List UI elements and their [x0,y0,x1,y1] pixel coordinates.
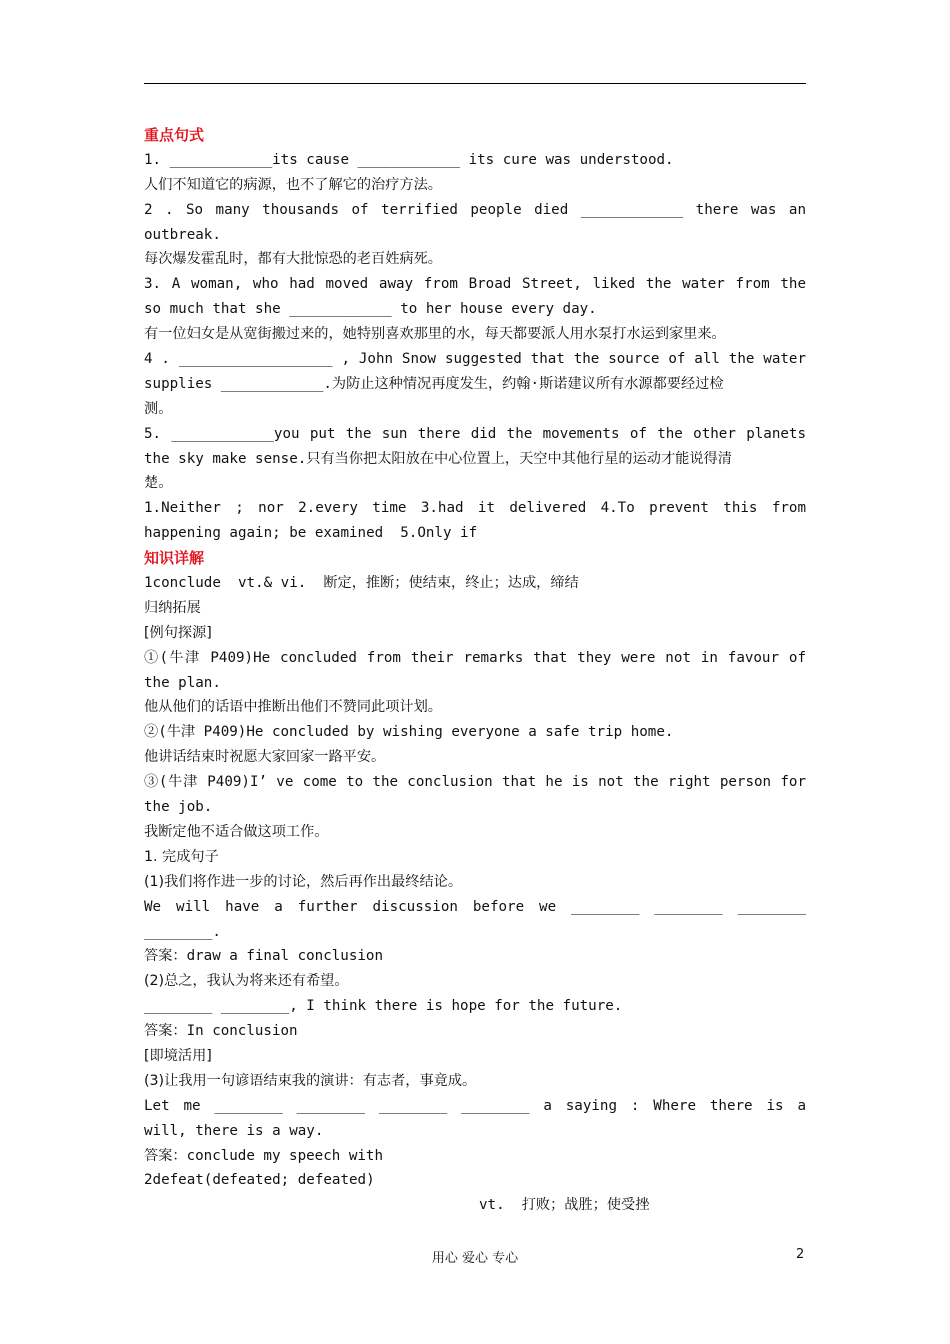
task-1-answer: 答案：draw a final conclusion [144,948,384,965]
example-2-translation: 他讲话结束时祝愿大家回家一路平安。 [144,749,386,766]
section-heading-key-sentences: 重点句式 [144,126,205,144]
question-5-line-3: 楚。 [144,475,173,492]
task-1-line-2: ________. [144,923,221,940]
example-2: ②(牛津 P409)He concluded by wishing everyone a safe trip home. [144,724,674,741]
label-example-source: [例句探源] [144,624,212,641]
task-1-prompt: (1)我们将作进一步的讨论，然后再作出最终结论。 [144,873,463,890]
task-1-line-1: We will have a further discussion before we ________ ________ ________ [144,898,806,915]
question-4-line-1: 4 . __________________ , John Snow suggested that the source of all the water [144,351,806,368]
document-body [144,123,806,1218]
answers-line-1: 1.Neither ; nor 2.every time 3.had it delivered 4.To prevent this from [144,500,806,517]
task-3-prompt: (3)让我用一句谚语结束我的演讲：有志者，事竟成。 [144,1072,477,1089]
example-3-line-2: the job. [144,799,213,816]
task-3-line-1: Let me ________ ________ ________ ________ a saying : Where there is a [144,1097,806,1114]
entry-conclude: 1conclude vt.& vi. 断定，推断；使结束，终止；达成，缔结 [144,575,579,592]
example-1-line-1: ①(牛津 P409)He concluded from their remarks that they were not in favour of [144,649,806,666]
label-expand: 归纳拓展 [144,599,201,616]
example-1-translation: 他从他们的话语中推断出他们不赞同此项计划。 [144,699,442,716]
header-rule [144,83,806,84]
question-1: 1. ____________its cause ____________ its cure was understood. [144,151,674,168]
example-3-line-1: ③(牛津 P409)I’ ve come to the conclusion that he is not the right person for [144,774,806,791]
example-1-line-2: the plan. [144,674,221,691]
footer-motto: 用心 爱心 专心 [431,1251,519,1266]
example-3-translation: 我断定他不适合做这项工作。 [144,823,329,840]
question-5-line-2: the sky make sense.只有当你把太阳放在中心位置上，天空中其他行星的运动才能说得清 [144,450,732,467]
question-4-line-3: 测。 [144,400,173,417]
question-2-line-2: outbreak. [144,226,221,243]
task-2-line: ________ ________, I think there is hope for the future. [144,998,623,1015]
task-3-answer: 答案：conclude my speech with [144,1147,384,1164]
question-3-line-2: so much that she ____________ to her house every day. [144,301,597,318]
question-2-translation: 每次爆发霍乱时，都有大批惊恐的老百姓病死。 [144,251,442,268]
section-heading-knowledge: 知识详解 [144,549,205,568]
task-complete-sentences: 1. 完成句子 [144,848,219,865]
question-1-translation: 人们不知道它的病源，也不了解它的治疗方法。 [144,176,442,193]
answers-line-2: happening again; be examined 5.Only if [144,525,478,542]
task-2-prompt: (2)总之，我认为将来还有希望。 [144,973,349,990]
question-3-translation: 有一位妇女是从宽街搬过来的，她特别喜欢那里的水，每天都要派人用水泵打水运到家里来。 [144,326,726,343]
question-5-line-1: 5. ____________you put the sun there did the movements of the other planets [144,425,806,442]
entry-defeat: 2defeat(defeated; defeated) [144,1172,375,1189]
entry-defeat-definition: vt. 打败；战胜；使受挫 [479,1197,650,1214]
label-apply: [即境活用] [144,1047,212,1064]
question-3-line-1: 3. A woman, who had moved away from Broad Street, liked the water from the [144,276,806,293]
question-4-line-2: supplies ____________.为防止这种情况再度发生，约翰·斯诺建议所有水源都要经过检 [144,375,724,392]
task-3-line-2: will, there is a way. [144,1122,324,1139]
page-number: 2 [796,1247,805,1262]
task-2-answer: 答案：In conclusion [144,1023,298,1040]
question-2-line-1: 2 . So many thousands of terrified people died ____________ there was an [144,201,806,218]
